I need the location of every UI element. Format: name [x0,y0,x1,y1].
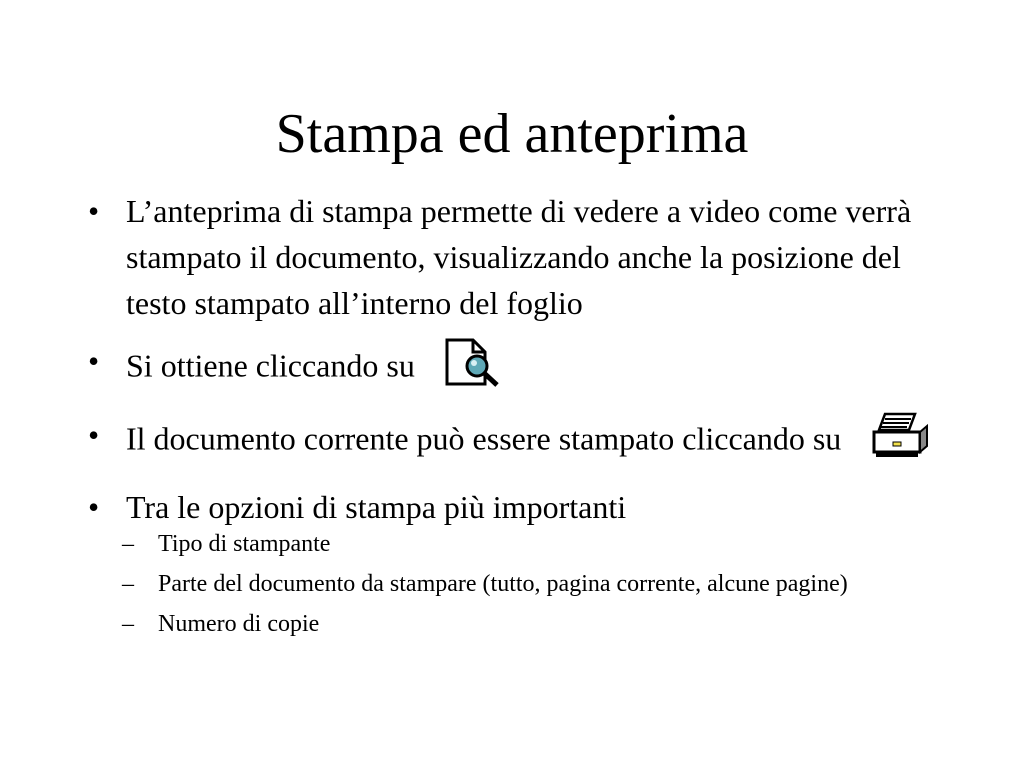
printer-icon-graphic [871,412,931,460]
bullet-text: Il documento corrente può essere stampato cliccando su [126,420,842,457]
bullet-item [88,484,948,640]
sub-bullet-list [122,528,948,640]
bullet-text: Si ottiene cliccando su [126,347,415,384]
bullet-item [88,338,948,400]
bullet-list [88,188,948,652]
bullet-mark: • [88,343,100,379]
sub-bullet-mark: – [122,571,134,597]
bullet-text: L’anteprima di stampa permette di vedere a video come verrà stampato il documento, visualizzando anche la posizione del testo stampato all’interno del foglio [126,193,912,321]
bullet-mark: • [88,417,100,453]
sub-bullet-item [122,608,948,640]
bullet-mark: • [88,193,100,229]
printer-icon[interactable] [871,412,931,472]
sub-bullet-item [122,568,948,600]
sub-bullet-text: Tipo di stampante [158,531,331,557]
bullet-mark: • [88,489,100,525]
sub-bullet-text: Parte del documento da stampare (tutto, pagina corrente, alcune pagine) [158,571,848,597]
slide-title: Stampa ed anteprima [275,103,749,165]
bullet-item [88,188,948,326]
sub-bullet-mark: – [122,611,134,637]
bullet-text: Tra le opzioni di stampa più importanti [126,489,627,525]
print-preview-icon[interactable] [445,338,501,400]
print-preview-icon-graphic [445,338,501,388]
sub-bullet-item [122,528,948,560]
sub-bullet-mark: – [122,531,134,557]
sub-bullet-text: Numero di copie [158,611,320,637]
bullet-item [88,412,948,472]
